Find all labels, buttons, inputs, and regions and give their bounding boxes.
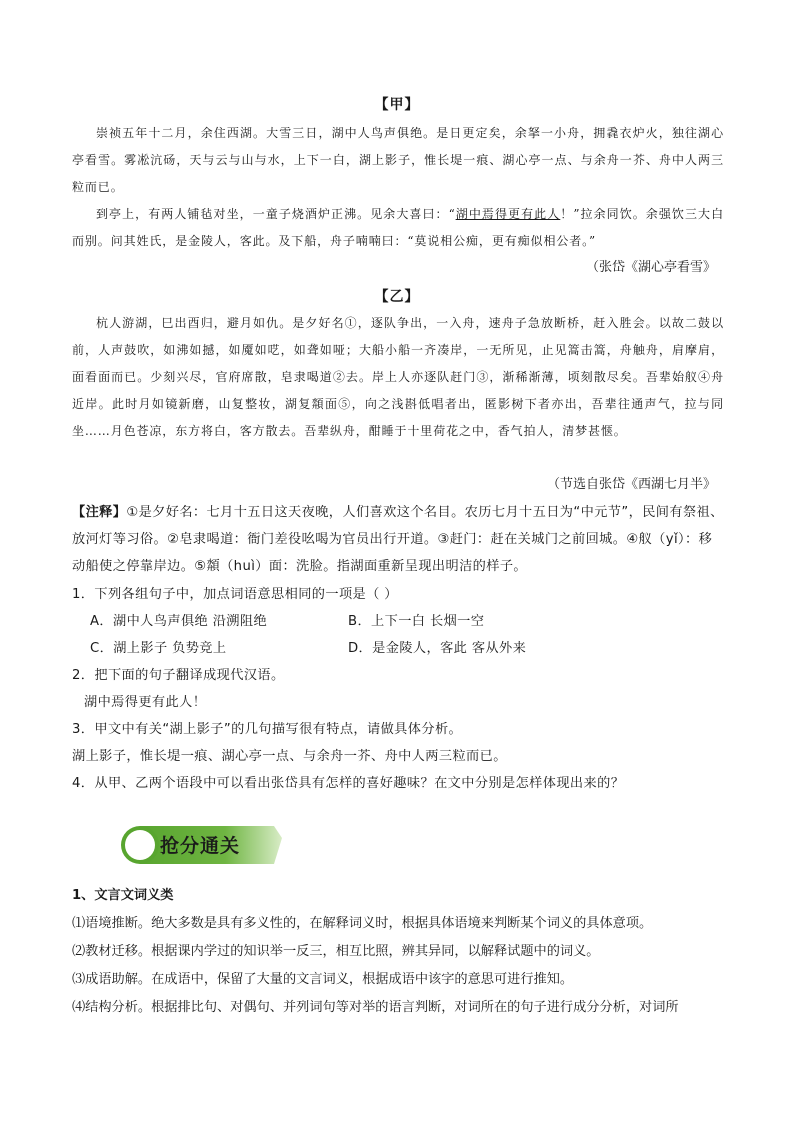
- passage-b-title: 【乙】: [374, 289, 420, 305]
- annotation-content: ①是夕好名：七月十五日这天夜晚，人们喜欢这个名目。农历七月十五日为“中元节”，民间有祭祖、放河灯等习俗。②皂隶喝道：衙门差役吆喝为官员出行开道。③赶门：赶在关城门之前回城。④舣（yǐ）：移动船使之停靠岸边。⑤頮（huì）面：洗脸。指湖面重新呈现出明洁的样子。: [72, 505, 724, 574]
- tip-1: ⑴语境推断。绝大多数是具有多义性的，在解释词义时，根据具体语境来判断某个词义的具体意项。: [72, 916, 653, 931]
- passage-a-paragraph-1: 崇祯五年十二月，余住西湖。大雪三日，湖中人鸟声俱绝。是日更定矣，余拏一小舟，拥毳衣炉火，独往湖心亭看雪。雾凇沆砀，天与云与山与水，上下一白，湖上影子，惟长堤一痕、湖心亭一点、与余舟一芥、舟中人两三粒而已。: [72, 126, 724, 194]
- question-1-options-row-2: [72, 635, 724, 662]
- tips-section: [72, 882, 732, 1022]
- option-a: A．湖中人鸟声俱绝 沿溯阻绝: [90, 614, 268, 629]
- option-d: D．是金陵人，客此 客从外来: [348, 641, 527, 656]
- annotation-text: [72, 499, 724, 580]
- tip-3: ⑶成语助解。在成语中，保留了大量的文言词义，根据成语中该字的意思可进行推知。: [72, 972, 574, 987]
- annotation-block: [72, 499, 724, 580]
- passage-b-text: [72, 310, 724, 445]
- question-1: 1．下列各组句子中，加点词语意思相同的一项是（ ）: [72, 587, 398, 602]
- passage-a-paragraph-2: [72, 201, 724, 255]
- passage-a-underlined-sentence: 湖中焉得更有此人: [455, 207, 561, 221]
- question-1-options-row-1: [72, 608, 724, 635]
- question-4: 4．从甲、乙两个语段中可以看出张岱具有怎样的喜好趣味？在文中分别是怎样体现出来的？: [72, 776, 625, 791]
- tips-heading: 1、文言文词义类: [72, 888, 174, 903]
- passage-a-text: [72, 120, 724, 255]
- passage-a-source: （张岱《湖心亭看雪》: [585, 260, 716, 275]
- question-3-sentence: 湖上影子，惟长堤一痕、湖心亭一点、与余舟一芥、舟中人两三粒而已。: [72, 749, 507, 764]
- option-c: C．湖上影子 负势竞上: [90, 641, 227, 656]
- tip-2: ⑵教材迁移。根据课内学过的知识举一反三，相互比照，辨其异同，以解释试题中的词义。: [72, 944, 600, 959]
- question-2: 2．把下面的句子翻译成现代汉语。: [72, 668, 285, 683]
- section-banner: [96, 812, 286, 878]
- annotation-label: 【注释】: [72, 505, 127, 520]
- question-3: 3．甲文中有关“湖上影子”的几句描写很有特点，请做具体分析。: [72, 722, 463, 737]
- passage-a-p2-end: ！”拉余同饮。余强饮三大白而别。问其姓氏，是金陵人，客此。及下船，舟子喃喃曰：“莫说相公痴，更有痴似相公者。”: [72, 207, 725, 248]
- option-b: B．上下一白 长烟一空: [348, 614, 485, 629]
- passage-a-p2-start: 到亭上，有两人铺毡对坐，一童子烧酒炉正沸。见余大喜曰：“: [96, 207, 456, 221]
- question-2-sentence: 湖中焉得更有此人！: [84, 695, 207, 710]
- tip-4: ⑷结构分析。根据排比句、对偶句、并列词句等对举的语言判断，对词所在的句子进行成分分析，对词所: [72, 1000, 679, 1015]
- passage-a-title: 【甲】: [374, 97, 420, 113]
- passage-b-source: （节选自张岱《西湖七月半》: [546, 477, 716, 492]
- banner-label: 抢分通关: [160, 835, 241, 857]
- passage-b-paragraph: 杭人游湖，巳出酉归，避月如仇。是夕好名①，逐队争出，一入舟，速舟子急放断桥，赶入胜会。以故二鼓以前，人声鼓吹，如沸如撼，如魇如呓，如聋如哑；大船小船一齐凑岸，一无所见，止见篙击篙，舟触舟，肩摩肩，面看面而已。少刻兴尽，官府席散，皂隶喝道②去。岸上人亦逐队赶门③，渐稀渐薄，顷刻散尽矣。吾辈始舣④舟近岸。此时月如镜新磨，山复整妆，湖复頮面⑤，向之浅斟低唱者出，匿影树下者亦出，吾辈往通声气，拉与同坐……月色苍凉，东方将白，客方散去。吾辈纵舟，酣睡于十里荷花之中，香气拍人，清梦甚惬。: [72, 316, 724, 438]
- questions-block: [72, 581, 724, 797]
